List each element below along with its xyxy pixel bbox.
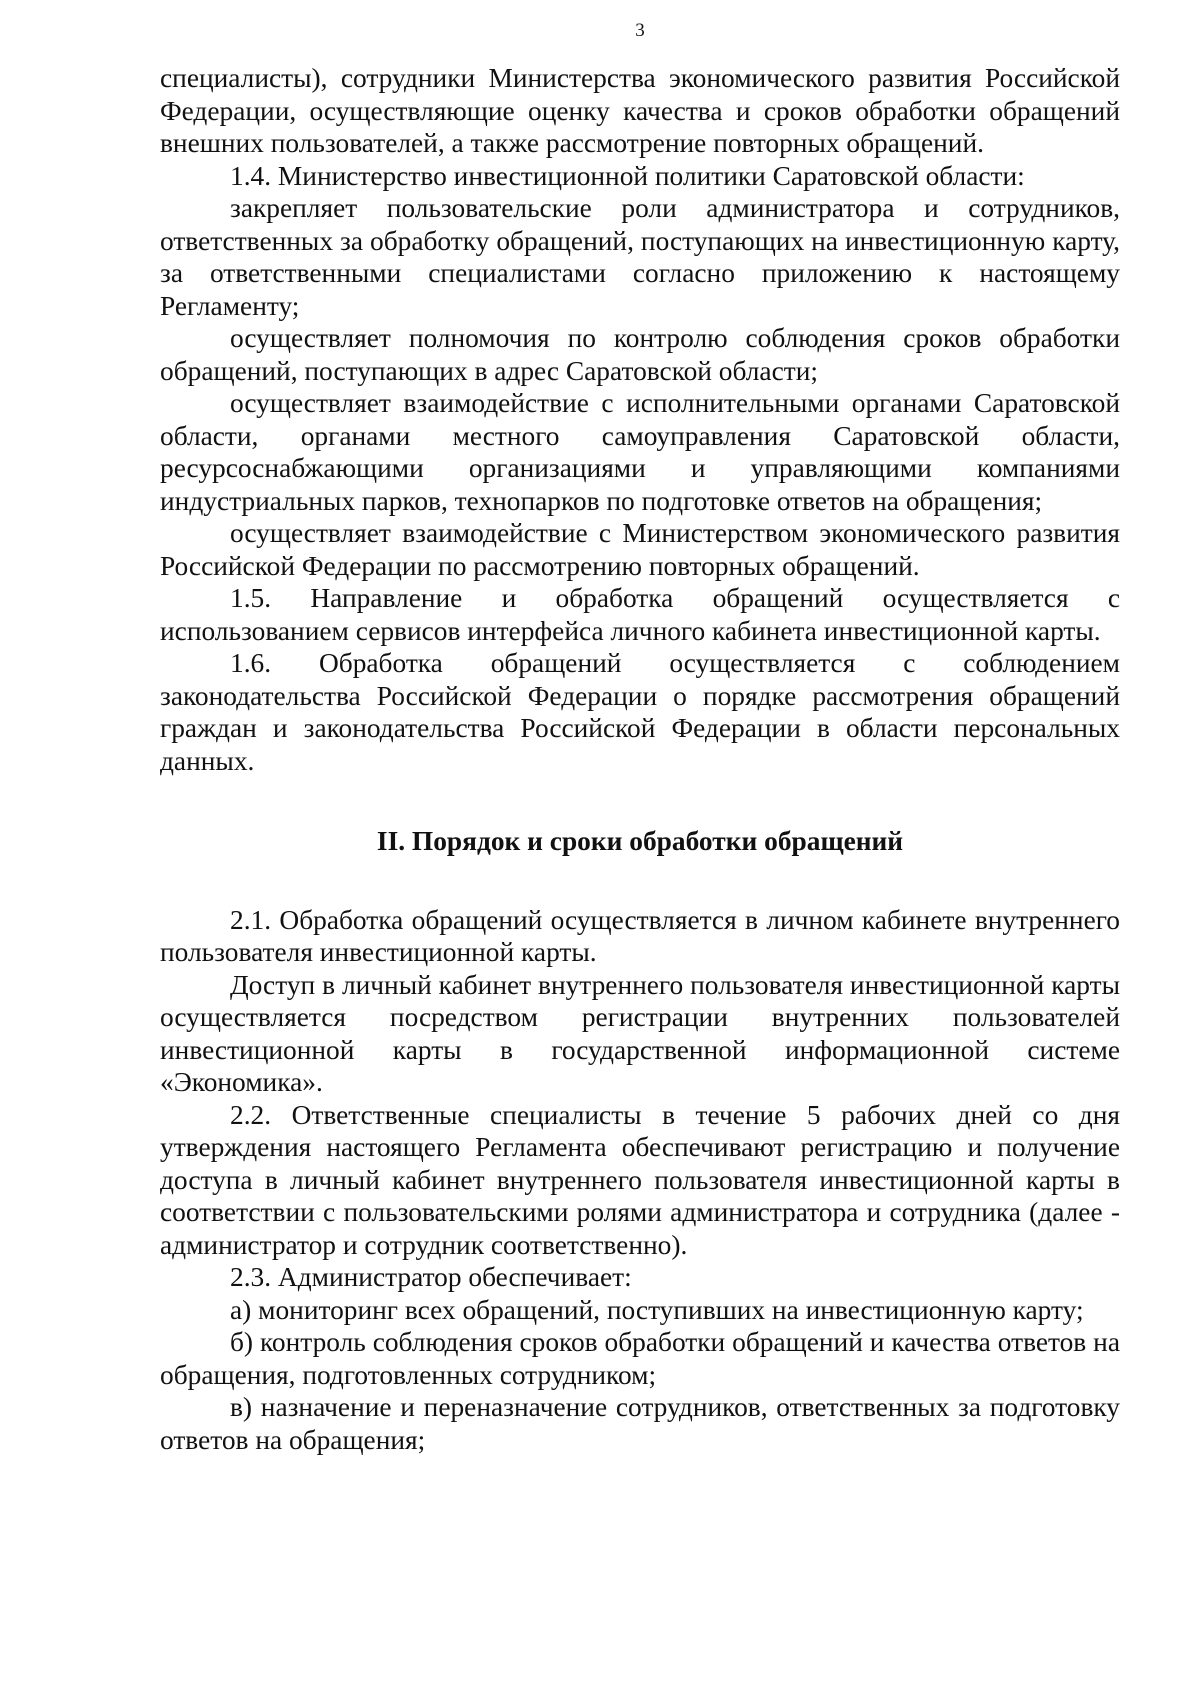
section-heading: II. Порядок и сроки обработки обращений	[376, 826, 904, 856]
page-number: 3	[635, 20, 645, 41]
paragraph-2-1: 2.1. Обработка обращений осуществляется в личном кабинете внутреннего пользователя инвестиционной карты.	[160, 904, 1120, 967]
paragraph-2-3: 2.3. Администратор обеспечивает:	[230, 1262, 632, 1292]
document-page	[160, 0, 1120, 1697]
list-item-b: б) контроль соблюдения сроков обработки обращений и качества ответов на обращения, подготовленных сотрудником;	[160, 1327, 1120, 1390]
paragraph-control-deadlines: осуществляет полномочия по контролю соблюдения сроков обработки обращений, поступающих в адрес Саратовской области;	[160, 323, 1120, 386]
paragraph-2-2: 2.2. Ответственные специалисты в течение 5 рабочих дней со дня утверждения настоящего Регламента обеспечивают регистрацию и получение доступа в личный кабинет внутреннего пользователя инвестиционной карты в соответствии с пользовательскими ролями администратора и сотрудника (далее - администратор и сотрудник соответственно).	[160, 1099, 1120, 1260]
list-item-v: в) назначение и переназначение сотрудников, ответственных за подготовку ответов на обращения;	[160, 1392, 1120, 1455]
paragraph-1-5: 1.5. Направление и обработка обращений осуществляется с использованием сервисов интерфейса личного кабинета инвестиционной карты.	[160, 583, 1120, 646]
paragraph-continuation: специалисты), сотрудники Министерства экономического развития Российской Федерации, осуществляющие оценку качества и сроков обработки обращений внешних пользователей, а также рассмотрение повторных обращений.	[160, 63, 1120, 158]
document-body	[160, 62, 1120, 1456]
paragraph-assign-roles: закрепляет пользовательские роли администратора и сотрудников, ответственных за обработку обращений, поступающих на инвестиционную карту, за ответственными специалистами согласно приложению к настоящему Регламенту;	[160, 193, 1120, 321]
paragraph-interaction-ministry: осуществляет взаимодействие с Министерством экономического развития Российской Федерации по рассмотрению повторных обращений.	[160, 518, 1120, 581]
paragraph-1-4: 1.4. Министерство инвестиционной политики Саратовской области:	[230, 160, 1025, 191]
paragraph-interaction-bodies: осуществляет взаимодействие с исполнительными органами Саратовской области, органами местного самоуправления Саратовской области, ресурсоснабжающими организациями и управляющими компаниями индустриальных парков, технопарков по подготовке ответов на обращения;	[160, 388, 1120, 516]
list-item-a: а) мониторинг всех обращений, поступивших на инвестиционную карту;	[230, 1294, 1084, 1325]
paragraph-1-6: 1.6. Обработка обращений осуществляется с соблюдением законодательства Российской Федерации о порядке рассмотрения обращений граждан и законодательства Российской Федерации в области персональных данных.	[160, 648, 1120, 776]
paragraph-access: Доступ в личный кабинет внутреннего пользователя инвестиционной карты осуществляется посредством регистрации внутренних пользователей инвестиционной карты в государственной информационной системе «Экономика».	[160, 969, 1120, 1097]
